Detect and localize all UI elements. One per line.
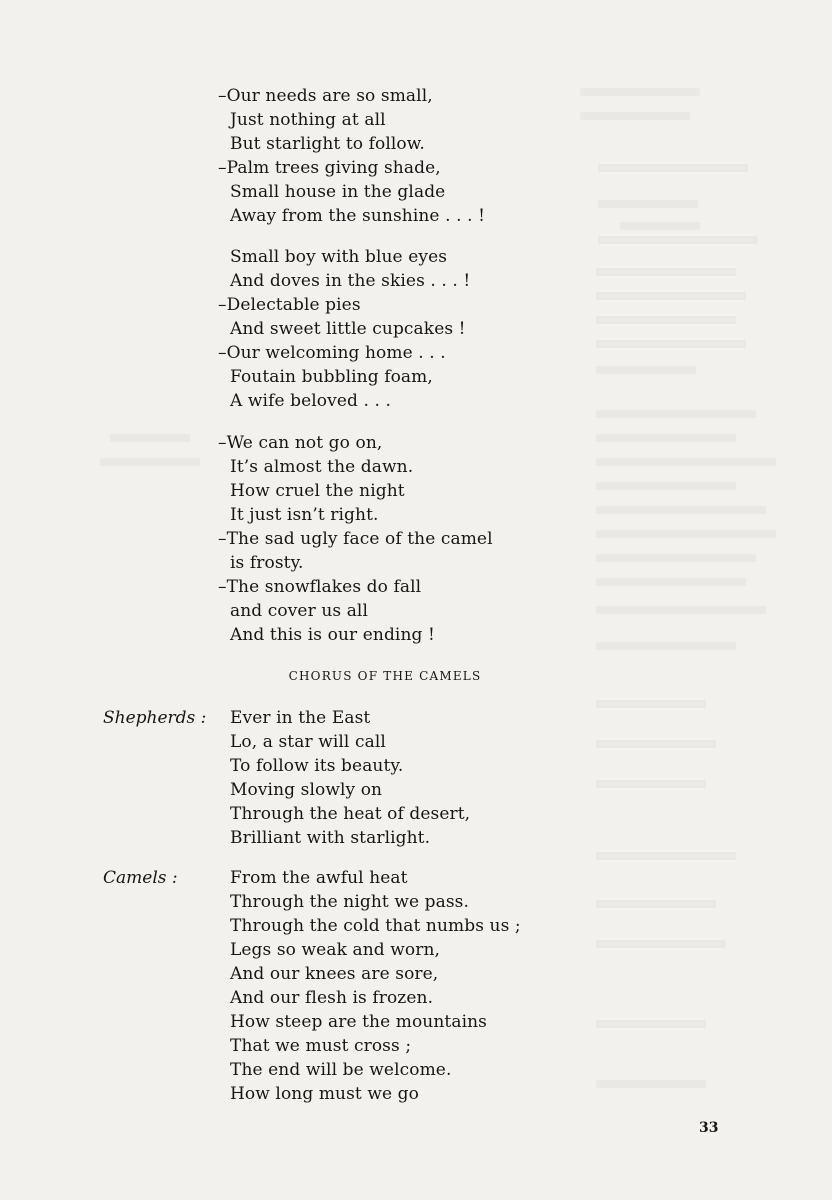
- verse-line: –Palm trees giving shade,: [218, 158, 441, 178]
- verse-line: –Delectable pies: [218, 295, 361, 315]
- verse-line: is frosty.: [230, 553, 304, 573]
- verse-line: Through the night we pass.: [230, 892, 470, 912]
- verse-line: Just nothing at all: [230, 110, 386, 130]
- verse-line: That we must cross ;: [230, 1036, 412, 1056]
- verse-line: Foutain bubbling foam,: [230, 367, 433, 387]
- verse-line: And our flesh is frozen.: [230, 988, 434, 1008]
- verse-line: Through the heat of desert,: [230, 804, 471, 824]
- verse-line: –The sad ugly face of the camel: [218, 529, 493, 549]
- verse-line: –Our welcoming home . . .: [218, 343, 446, 363]
- page-number: 33: [699, 1120, 719, 1136]
- verse-line: The end will be welcome.: [230, 1060, 452, 1080]
- verse-line: And this is our ending !: [230, 625, 435, 645]
- verse-line: To follow its beauty.: [230, 756, 404, 776]
- verse-line: It just isn’t right.: [230, 505, 379, 525]
- verse-line: –The snowflakes do fall: [218, 577, 422, 597]
- verse-line: A wife beloved . . .: [230, 391, 392, 411]
- speaker-label: Camels :: [103, 868, 178, 888]
- section-heading: CHORUS OF THE CAMELS: [288, 669, 482, 683]
- verse-line: –We can not go on,: [218, 433, 383, 453]
- verse-line: It’s almost the dawn.: [230, 457, 414, 477]
- verse-line: And doves in the skies . . . !: [230, 271, 471, 291]
- verse-line: Through the cold that numbs us ;: [230, 916, 521, 936]
- verse-line: How long must we go: [230, 1084, 419, 1104]
- verse-line: and cover us all: [230, 601, 369, 621]
- verse-line: Small boy with blue eyes: [230, 247, 448, 267]
- verse-line: Moving slowly on: [230, 780, 383, 800]
- verse-line: Legs so weak and worn,: [230, 940, 441, 960]
- verse-line: –Our needs are so small,: [218, 86, 433, 106]
- verse-line: How steep are the mountains: [230, 1012, 487, 1032]
- verse-line: Small house in the glade: [230, 182, 446, 202]
- verse-line: And sweet little cupcakes !: [230, 319, 466, 339]
- verse-line: From the awful heat: [230, 868, 408, 888]
- verse-line: Away from the sunshine . . . !: [230, 206, 486, 226]
- verse-line: Ever in the East: [230, 708, 371, 728]
- verse-line: And our knees are sore,: [230, 964, 439, 984]
- verse-line: Lo, a star will call: [230, 732, 386, 752]
- speaker-label: Shepherds :: [103, 708, 207, 728]
- verse-line: But starlight to follow.: [230, 134, 425, 154]
- verse-line: Brilliant with starlight.: [230, 828, 431, 848]
- verse-line: How cruel the night: [230, 481, 405, 501]
